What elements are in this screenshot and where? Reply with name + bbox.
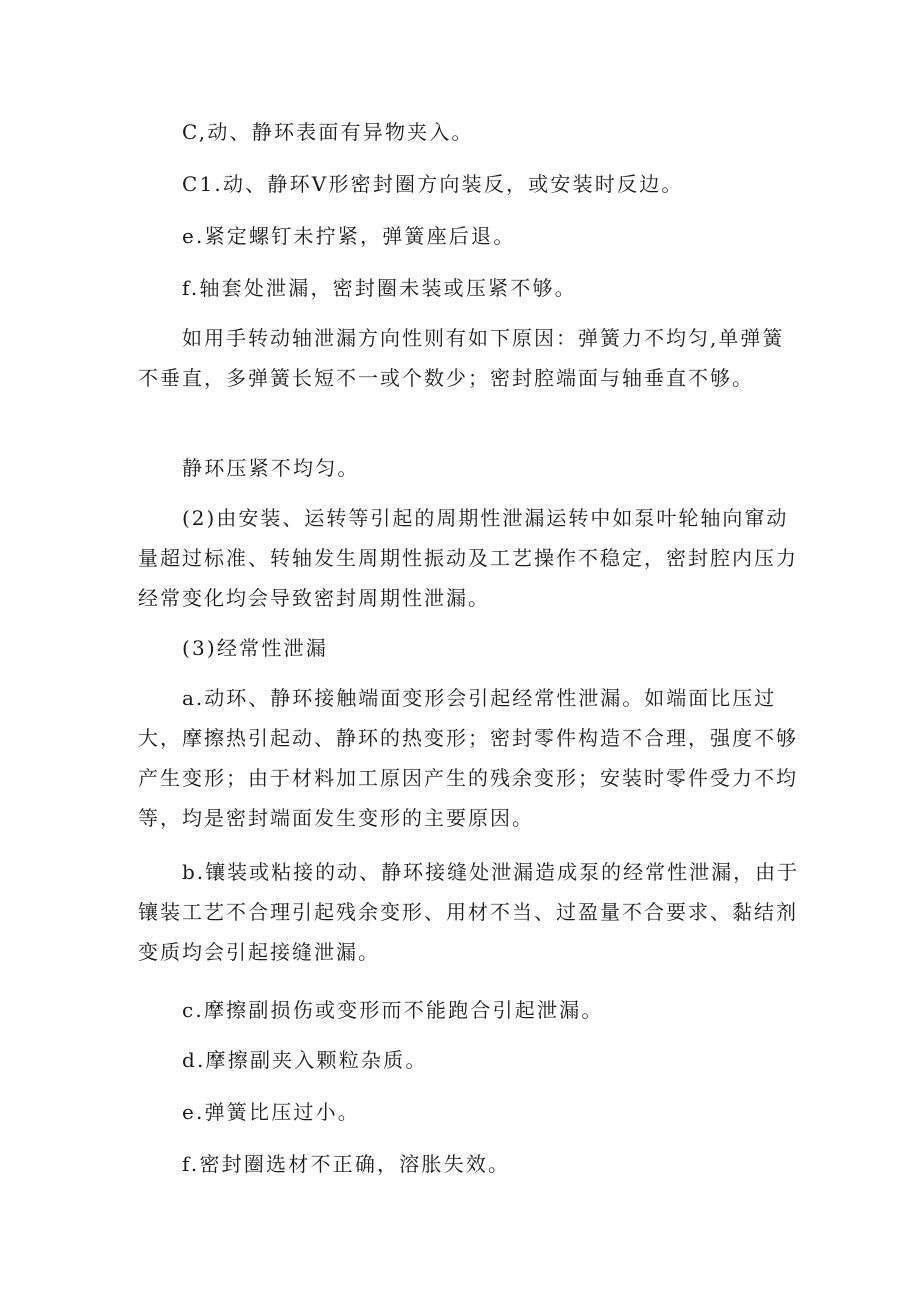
- paragraph-c-friction-damage: c.摩擦副损伤或变形而不能跑合引起泄漏。: [182, 998, 604, 1022]
- paragraph-2-periodic-leak: (2)由安装、运转等引起的周期性泄漏运转中如泵叶轮轴向窜动量超过标准、转轴发生周期性振动及工艺操作不稳定，密封腔内压力经常变化均会导致密封周期性泄漏。: [138, 506, 798, 610]
- paragraph-e-spring-pressure: e.弹簧比压过小。: [182, 1100, 360, 1124]
- paragraph-a-face-deformation: a.动环、静环接触端面变形会引起经常性泄漏。如端面比压过大，摩擦热引起动、静环的热变形；密封零件构造不合理，强度不够产生变形；由于材料加工原因产生的残余变形；安装时零件受力不均等，均是密封端面发生变形的主要原因。: [138, 686, 798, 830]
- paragraph-hand-rotation-causes: 如用手转动轴泄漏方向性则有如下原因：弹簧力不均匀,单弹簧不垂直，多弹簧长短不一或个数少；密封腔端面与轴垂直不够。: [138, 326, 785, 390]
- paragraph-static-ring-uneven: 静环压紧不均匀。: [182, 456, 360, 480]
- paragraph-f-seal-material: f.密封圈选材不正确，溶胀失效。: [182, 1152, 511, 1176]
- paragraph-3-heading: (3)经常性泄漏: [182, 636, 328, 660]
- paragraph-c-foreign-matter: C,动、静环表面有异物夹入。: [182, 120, 474, 144]
- paragraph-c1-v-seal-reversed: C1.动、静环V形密封圈方向装反，或安装时反边。: [182, 172, 684, 196]
- paragraph-e-set-screw: e.紧定螺钉未拧紧，弹簧座后退。: [182, 224, 516, 248]
- paragraph-b-joint-leak: b.镶装或粘接的动、静环接缝处泄漏造成泵的经常性泄漏，由于镶装工艺不合理引起残余变形、用材不当、过盈量不合要求、黏结剂变质均会引起接缝泄漏。: [138, 860, 800, 964]
- paragraph-f-sleeve-leak: f.轴套处泄漏，密封圈未装或压紧不够。: [182, 276, 577, 300]
- paragraph-d-particles: d.摩擦副夹入颗粒杂质。: [182, 1048, 428, 1072]
